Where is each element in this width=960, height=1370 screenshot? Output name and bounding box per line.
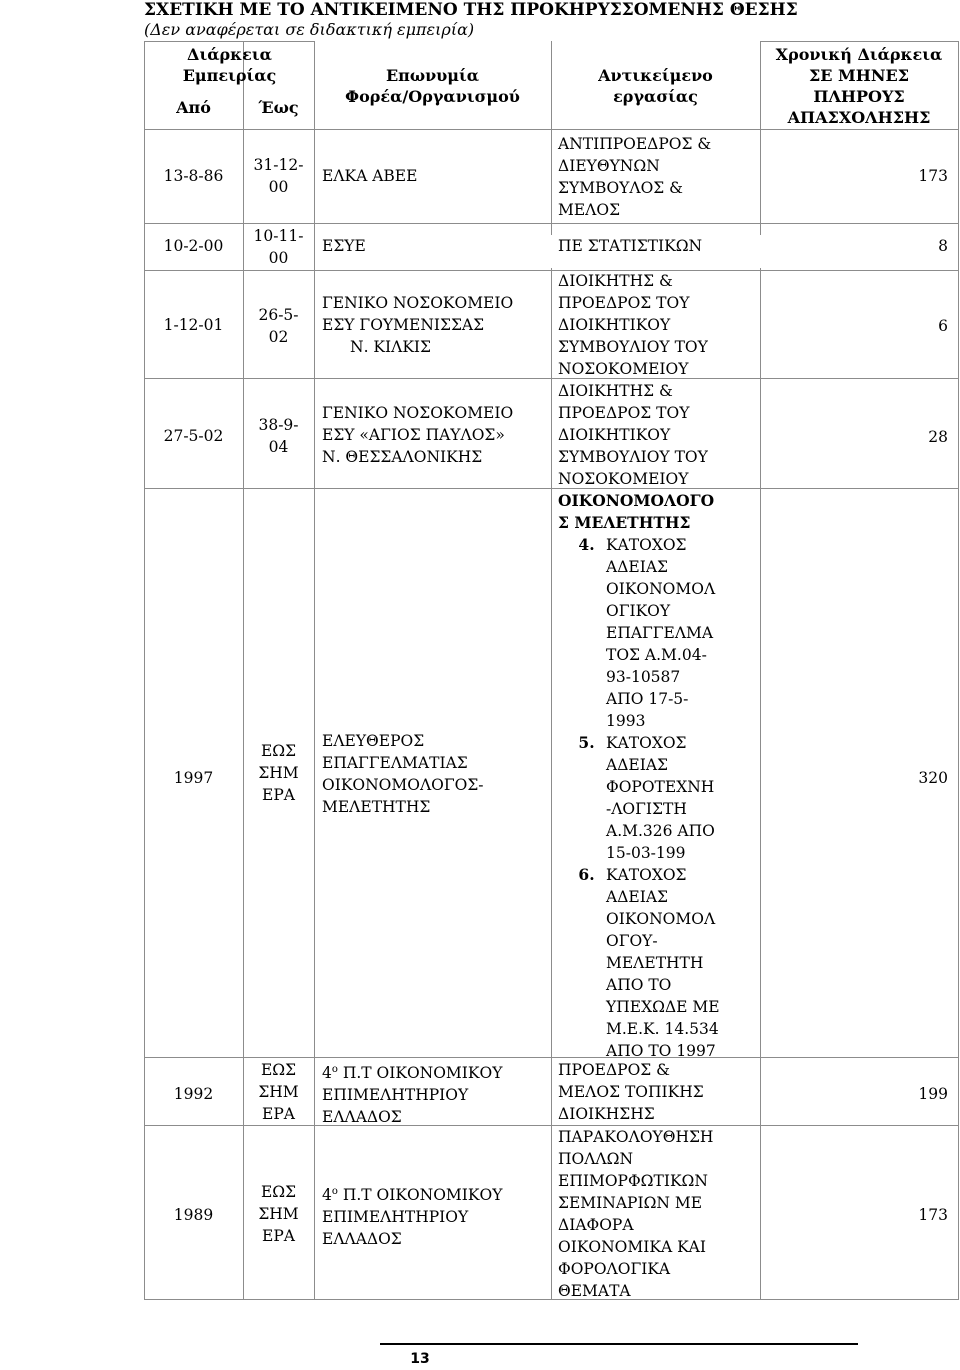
row-to bbox=[243, 304, 314, 348]
subject-line: ΣΕΜΙΝΑΡΙΩΝ ΜΕ bbox=[558, 1194, 703, 1212]
license-line: ΜΕΛΕΤΗΤΗ bbox=[606, 954, 704, 972]
org-line: ΓΕΝΙΚΟ ΝΟΣΟΚΟΜΕΙΟ bbox=[322, 294, 514, 312]
header-organization bbox=[314, 65, 551, 107]
header-from: Από bbox=[176, 98, 211, 117]
row-from: 10-2-00 bbox=[163, 237, 224, 255]
license-line: Μ.Ε.Κ. 14.534 bbox=[606, 1020, 719, 1038]
header-months-line2: ΣΕ ΜΗΝΕΣ bbox=[808, 66, 910, 85]
row-from: 1989 bbox=[173, 1206, 214, 1224]
license-line: -ΛΟΓΙΣΤΗ bbox=[606, 800, 687, 818]
org-line: ΕΠΙΜΕΛΗΤΗΡΙΟΥ bbox=[322, 1208, 469, 1227]
header-months bbox=[760, 44, 958, 128]
row-subject bbox=[558, 235, 758, 257]
row-from: 1992 bbox=[173, 1085, 214, 1103]
row-to bbox=[243, 1059, 314, 1125]
row-months: 6 bbox=[938, 317, 948, 335]
row-to-line: ΕΩΣ bbox=[260, 1061, 297, 1079]
footer-rule bbox=[380, 1343, 858, 1345]
subject-title: ΟΙΚΟΝΟΜΟΛΟΓΟ bbox=[558, 491, 715, 510]
license-item bbox=[600, 732, 758, 864]
row-to-line: 38-9- bbox=[258, 416, 299, 434]
row-organization bbox=[322, 402, 548, 468]
org-line: Ν. ΚΙΛΚΙΣ bbox=[350, 338, 431, 356]
subject-line: ΠΟΛΛΩΝ bbox=[558, 1150, 634, 1168]
row-months: 173 bbox=[918, 1206, 948, 1224]
ordinal-superscript: ο bbox=[331, 1186, 338, 1197]
subject-line: ΣΥΜΒΟΥΛΙΟΥ ΤΟΥ bbox=[558, 448, 708, 466]
license-line: ΑΔΕΙΑΣ bbox=[606, 558, 668, 576]
row-organization bbox=[322, 165, 548, 187]
row-to bbox=[243, 414, 314, 458]
row-subject bbox=[558, 133, 758, 221]
row-from: 1997 bbox=[173, 769, 214, 787]
row-months: 199 bbox=[918, 1085, 948, 1103]
license-item bbox=[600, 534, 758, 732]
org-line: ΕΣΥΕ bbox=[322, 237, 366, 255]
ordinal-superscript: ο bbox=[331, 1064, 338, 1075]
header-to: Έως bbox=[258, 98, 299, 117]
row-subject bbox=[558, 1126, 758, 1302]
row-organization bbox=[322, 292, 548, 358]
subject-line: ΑΝΤΙΠΡΟΕΔΡΟΣ & bbox=[558, 135, 712, 153]
header-subject-line2: εργασίας bbox=[613, 87, 698, 106]
section-heading: ΣΧΕΤΙΚΗ ΜΕ ΤΟ ΑΝΤΙΚΕΙΜΕΝΟ ΤΗΣ ΠΡΟΚΗΡΥΣΣΟΜΕΝΗΣ ΘΕΣΗΣ bbox=[144, 0, 798, 20]
subject-line: ΠΕ ΣΤΑΤΙΣΤΙΚΩΝ bbox=[558, 237, 703, 255]
org-line: ΜΕΛΕΤΗΤΗΣ bbox=[322, 798, 431, 816]
row-months: 173 bbox=[918, 167, 948, 185]
license-line: ΤΟΣ Α.Μ.04- bbox=[606, 646, 707, 664]
license-line: ΑΠΟ 17-5- bbox=[606, 690, 689, 708]
row-to-line: 10-11- bbox=[253, 227, 304, 245]
org-line: ΓΕΝΙΚΟ ΝΟΣΟΚΟΜΕΙΟ bbox=[322, 404, 514, 422]
header-organization-line2: Φορέα/Οργανισμού bbox=[345, 87, 520, 106]
row-to-line: 31-12- bbox=[253, 156, 304, 174]
row-to-line: ΣΗΜ bbox=[258, 764, 299, 782]
subject-line: ΘΕΜΑΤΑ bbox=[558, 1282, 631, 1300]
header-months-line4: ΑΠΑΣΧΟΛΗΣΗΣ bbox=[787, 108, 931, 127]
subject-line: ΔΙΟΙΚΗΣΗΣ bbox=[558, 1105, 655, 1123]
row-organization bbox=[322, 730, 548, 818]
subject-line: ΟΙΚΟΝΟΜΙΚΑ ΚΑΙ bbox=[558, 1238, 706, 1256]
org-line: ΕΛΛΑΔΟΣ bbox=[322, 1108, 402, 1127]
row-months: 320 bbox=[918, 769, 948, 787]
row-from: 27-5-02 bbox=[163, 427, 224, 445]
license-line: Α.Μ.326 ΑΠΟ bbox=[606, 822, 715, 840]
subject-line: ΕΠΙΜΟΡΦΩΤΙΚΩΝ bbox=[558, 1172, 708, 1190]
header-subject bbox=[551, 65, 760, 107]
subject-line: ΠΡΟΕΔΡΟΣ & bbox=[558, 1061, 670, 1079]
row-subject bbox=[558, 1059, 758, 1125]
org-line: Ν. ΘΕΣΣΑΛΟΝΙΚΗΣ bbox=[322, 448, 483, 466]
subject-line: ΣΥΜΒΟΥΛΙΟΥ ΤΟΥ bbox=[558, 338, 708, 356]
row-to bbox=[243, 154, 314, 198]
row-to-line: ΕΡΑ bbox=[262, 786, 295, 804]
license-line: 5. ΚΑΤΟΧΟΣ bbox=[606, 734, 687, 752]
section-subheading: (Δεν αναφέρεται σε διδακτική εμπειρία) bbox=[144, 20, 475, 39]
row-to-line: ΕΡΑ bbox=[262, 1227, 295, 1245]
subject-line: ΣΥΜΒΟΥΛΟΣ & bbox=[558, 179, 683, 197]
license-line: ΟΙΚΟΝΟΜΟΛ bbox=[606, 580, 716, 598]
row-from: 1-12-01 bbox=[163, 316, 224, 334]
license-line: 6. ΚΑΤΟΧΟΣ bbox=[606, 866, 687, 884]
org-line: $4^o$ Π.Τ ΟΙΚΟΝΟΜΙΚΟΥ bbox=[322, 1064, 503, 1083]
row-to-line: 00 bbox=[268, 178, 289, 196]
subject-line: ΔΙΑΦΟΡΑ bbox=[558, 1216, 634, 1234]
license-line: ΑΔΕΙΑΣ bbox=[606, 756, 668, 774]
subject-line: ΝΟΣΟΚΟΜΕΙΟΥ bbox=[558, 470, 689, 488]
subject-line: ΠΑΡΑΚΟΛΟΥΘΗΣΗ bbox=[558, 1128, 714, 1146]
row-to-line: 02 bbox=[268, 328, 289, 346]
row-to-line: ΕΡΑ bbox=[262, 1105, 295, 1123]
subject-line: ΔΙΟΙΚΗΤΙΚΟΥ bbox=[558, 316, 671, 334]
header-duration-line1: Διάρκεια bbox=[187, 45, 272, 64]
org-line: ΟΙΚΟΝΟΜΟΛΟΓΟΣ- bbox=[322, 776, 484, 794]
row-to bbox=[243, 1181, 314, 1247]
license-line: ΑΠΟ ΤΟ 1997 bbox=[606, 1042, 716, 1060]
header-duration-line2: Εμπειρίας bbox=[182, 66, 277, 85]
row-organization bbox=[322, 1059, 548, 1128]
row-to bbox=[243, 740, 314, 806]
license-line: 15-03-199 bbox=[606, 844, 686, 862]
subject-line: ΔΙΕΥΘΥΝΩΝ bbox=[558, 157, 660, 175]
org-line: ΕΛΚΑ ΑΒΕΕ bbox=[322, 167, 418, 185]
row-months: 8 bbox=[938, 237, 948, 255]
row-organization bbox=[322, 235, 548, 257]
subject-line: ΔΙΟΙΚΗΤΗΣ & bbox=[558, 272, 673, 290]
subject-line: ΔΙΟΙΚΗΤΗΣ & bbox=[558, 382, 673, 400]
subject-line: ΔΙΟΙΚΗΤΙΚΟΥ bbox=[558, 426, 671, 444]
row-to-line: ΣΗΜ bbox=[258, 1205, 299, 1223]
org-line: ΕΣΥ ΓΟΥΜΕΝΙΣΣΑΣ bbox=[322, 316, 485, 334]
row-subject bbox=[558, 270, 758, 380]
subject-title: Σ ΜΕΛΕΤΗΤΗΣ bbox=[558, 513, 691, 532]
row-months: 28 bbox=[928, 428, 948, 446]
license-list bbox=[558, 534, 758, 1062]
page-number: 13 bbox=[410, 1351, 430, 1367]
license-line: ΟΙΚΟΝΟΜΟΛ bbox=[606, 910, 716, 928]
license-line: 93-10587 bbox=[606, 668, 681, 686]
row-to-line: 04 bbox=[268, 438, 289, 456]
header-duration bbox=[144, 44, 315, 86]
header-subject-line1: Αντικείμενο bbox=[598, 66, 713, 85]
row-subject bbox=[558, 380, 758, 490]
license-line: 4. ΚΑΤΟΧΟΣ bbox=[606, 536, 687, 554]
license-line: ΟΓΙΚΟΥ bbox=[606, 602, 671, 620]
org-line: ΕΣΥ «ΑΓΙΟΣ ΠΑΥΛΟΣ» bbox=[322, 426, 505, 444]
header-organization-line1: Επωνυμία bbox=[385, 66, 480, 85]
subject-line: ΦΟΡΟΛΟΓΙΚΑ bbox=[558, 1260, 671, 1278]
subject-line: ΜΕΛΟΣ bbox=[558, 201, 621, 219]
row-from: 13-8-86 bbox=[163, 167, 224, 185]
license-line: ΥΠΕΧΩΔΕ ΜΕ bbox=[606, 998, 720, 1016]
license-line: 1993 bbox=[606, 712, 646, 730]
row-to-line: ΕΩΣ bbox=[260, 742, 297, 760]
license-line: ΑΠΟ ΤΟ bbox=[606, 976, 672, 994]
row-organization bbox=[322, 1181, 548, 1250]
row-to-line: ΣΗΜ bbox=[258, 1083, 299, 1101]
license-line: ΟΓΟΥ- bbox=[606, 932, 658, 950]
subject-line: ΝΟΣΟΚΟΜΕΙΟΥ bbox=[558, 360, 689, 378]
org-line: ΕΠΙΜΕΛΗΤΗΡΙΟΥ bbox=[322, 1086, 469, 1105]
org-line: ΕΛΕΥΘΕΡΟΣ bbox=[322, 732, 425, 750]
subject-line: ΠΡΟΕΔΡΟΣ ΤΟΥ bbox=[558, 404, 690, 422]
row-subject bbox=[558, 490, 758, 1062]
subject-line: ΜΕΛΟΣ ΤΟΠΙΚΗΣ bbox=[558, 1083, 704, 1101]
license-line: ΑΔΕΙΑΣ bbox=[606, 888, 668, 906]
row-to-line: 00 bbox=[268, 249, 289, 267]
row-to-line: ΕΩΣ bbox=[260, 1183, 297, 1201]
row-to-line: 26-5- bbox=[258, 306, 299, 324]
license-item bbox=[600, 864, 758, 1062]
org-line: ΕΠΑΓΓΕΛΜΑΤΙΑΣ bbox=[322, 754, 468, 772]
license-line: ΦΟΡΟΤΕΧΝΗ bbox=[606, 778, 715, 796]
org-line: $4^o$ Π.Τ ΟΙΚΟΝΟΜΙΚΟΥ bbox=[322, 1186, 503, 1205]
row-to bbox=[243, 225, 314, 269]
header-months-line1: Χρονική Διάρκεια bbox=[775, 45, 943, 64]
subject-line: ΠΡΟΕΔΡΟΣ ΤΟΥ bbox=[558, 294, 690, 312]
license-line: ΕΠΑΓΓΕΛΜΑ bbox=[606, 624, 714, 642]
org-line: ΕΛΛΑΔΟΣ bbox=[322, 1230, 402, 1249]
header-months-line3: ΠΛΗΡΟΥΣ bbox=[813, 87, 905, 106]
